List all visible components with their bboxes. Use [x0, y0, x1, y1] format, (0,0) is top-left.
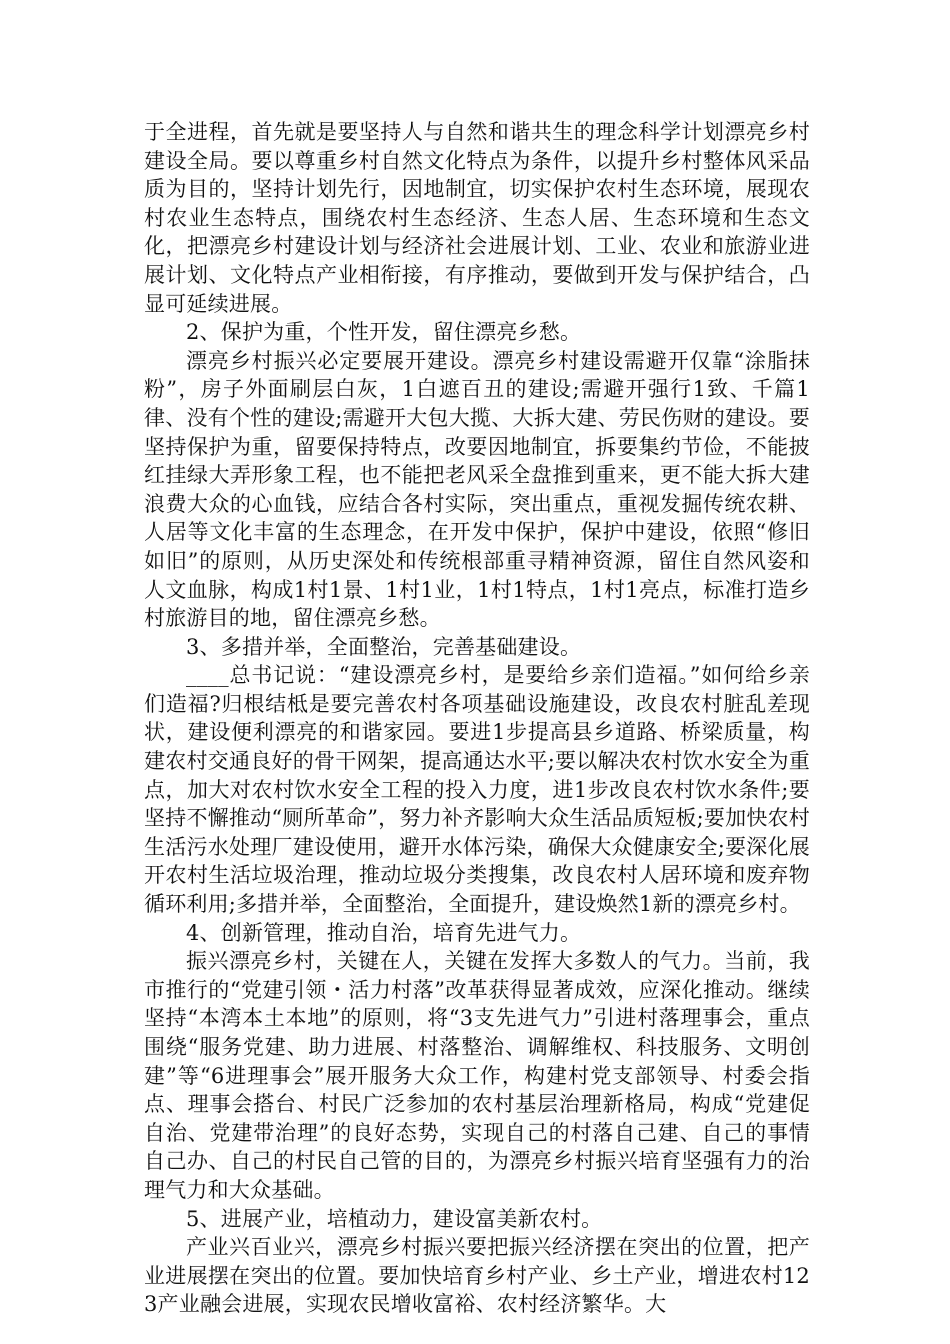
- paragraph-section-2: 漂亮乡村振兴必定要展开建设。漂亮乡村建设需避开仅靠“涂脂抹粉”，房子外面刷层白灰，1白遮百丑的建设;需避开强行1致、千篇1律、没有个性的建设;需避开大包大揽、大拆大建、劳民伤财的建设。要坚持保护为重，留要保持特点，改要因地制宜，拆要集约节俭，不能披红挂绿大弄形象工程，也不能把老风采全盘推到重来，更不能大拆大建浪费大众的心血钱，应结合各村实际，突出重点，重视发掘传统农耕、人居等文化丰富的生态理念，在开发中保护，保护中建设，依照“修旧如旧”的原则，从历史深处和传统根部重寻精神资源，留住自然风姿和人文血脉，构成1村1景、1村1业，1村1特点，1村1亮点，标准打造乡村旅游目的地，留住漂亮乡愁。: [144, 348, 810, 631]
- paragraph-section-5: 产业兴百业兴，漂亮乡村振兴要把振兴经济摆在突出的位置，把产业进展摆在突出的位置。要加快培育乡村产业、乡土产业，增进农村123产业融会进展，实现农民增收富裕、农村经济繁华。大: [144, 1235, 810, 1317]
- paragraph-intro-continuation: 于全进程，首先就是要坚持人与自然和谐共生的理念科学计划漂亮乡村建设全局。要以尊重乡村自然文化特点为条件，以提升乡村整体风采品质为目的，坚持计划先行，因地制宜，切实保护农村生态环境，展现农村农业生态特点，围绕农村生态经济、生态人居、生态环境和生态文化，把漂亮乡村建设计划与经济社会进展计划、工业、农业和旅游业进展计划、文化特点产业相衔接，有序推动，要做到开发与保护结合，凸显可延续进展。: [144, 120, 810, 316]
- section-heading-5: 5、进展产业，培植动力，建设富美新农村。: [186, 1206, 603, 1231]
- paragraph-section-4: 振兴漂亮乡村，关键在人，关键在发挥大多数人的气力。当前，我市推行的“党建引领・活力村落”改革获得显著成效，应深化推动。继续坚持“本湾本土本地”的原则，将“3支先进气力”引进村落理事会，重点围绕“服务党建、助力进展、村落整治、调解维权、科技服务、文明创建”等“6进理事会”展开服务大众工作，构建村党支部领导、村委会指点、理事会搭台、村民广泛参加的农村基层治理新格局，构成“党建促自治、党建带治理”的良好态势，实现自己的村落自己建、自己的事情自己办、自己的村民自己管的目的，为漂亮乡村振兴培育坚强有力的治理气力和大众基础。: [144, 949, 810, 1202]
- section-heading-2: 2、保护为重，个性开发，留住漂亮乡愁。: [186, 320, 582, 345]
- section-heading-3: 3、多措并举，全面整治，完善基础建设。: [186, 634, 582, 659]
- document-page: [144, 118, 810, 1319]
- section-heading-4: 4、创新管理，推动自治，培育先进气力。: [186, 920, 582, 945]
- paragraph-section-3: ____总书记说：“建设漂亮乡村，是要给乡亲们造福。”如何给乡亲们造福?归根结柢是要完善农村各项基础设施建设，改良农村脏乱差现状，建设便利漂亮的和谐家园。要进1步提高县乡道路、桥梁质量，构建农村交通良好的骨干网架，提高通达水平;要以解决农村饮水安全为重点，加大对农村饮水安全工程的投入力度，进1步改良农村饮水条件;要坚持不懈推动“厕所革命”，努力补齐影响大众生活品质短板;要加快农村生活污水处理厂建设使用，避开水体污染，确保大众健康安全;要深化展开农村生活垃圾治理，推动垃圾分类搜集，改良农村人居环境和废弃物循环利用;多措并举，全面整治，全面提升，建设焕然1新的漂亮乡村。: [144, 663, 810, 917]
